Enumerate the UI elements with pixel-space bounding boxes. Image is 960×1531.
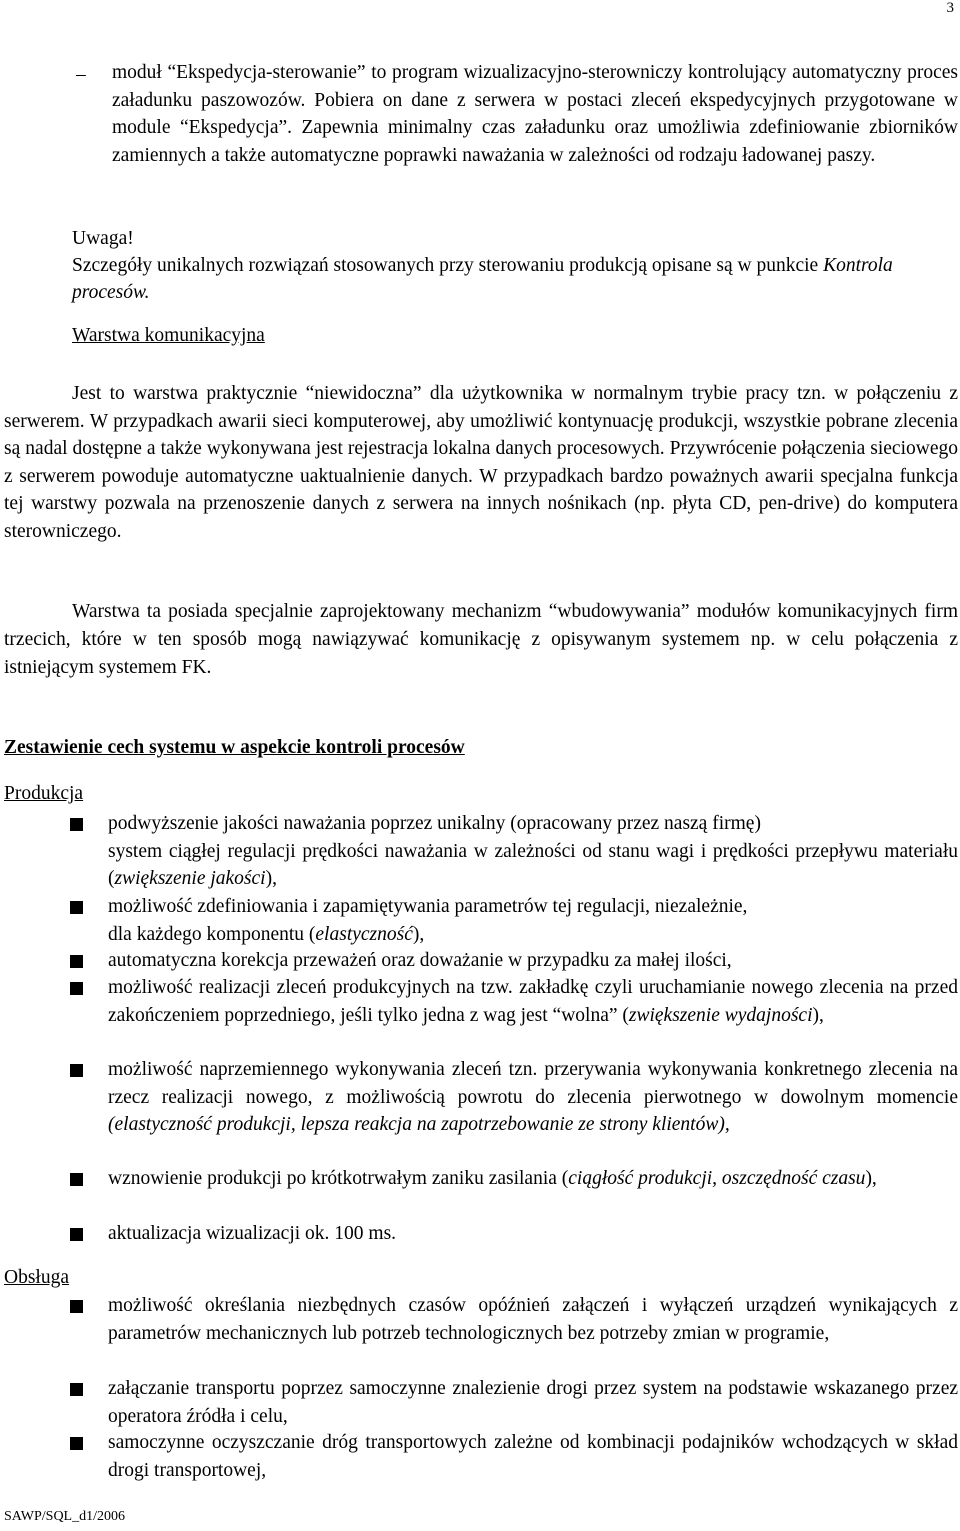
module-description: moduł “Ekspedycja-sterowanie” to program wizualizacyjno-sterowniczy kontrolujący automatyczny proces załadunku paszowozów. Pobiera on dane z serwera w postaci zleceń ekspedycyjnych przygotowane w module “Ekspedycja”. Zapewnia minimalny czas załadunku oraz umożliwia zdefiniowanie zbiorników zamiennych a także automatyczne poprawki naważania w zależności od rodzaju ładowanej paszy.	[112, 62, 958, 166]
production-item-2-line1: możliwość zdefiniowania i zapamiętywania parametrów tej regulacji, niezależnie,	[108, 896, 748, 917]
section-heading-comm-layer: Warstwa komunikacyjna	[72, 325, 265, 346]
operation-item-3: samoczynne oczyszczanie dróg transportowych zależne od kombinacji podajników wchodzących w skład drogi transportowej,	[108, 1432, 958, 1481]
bullet-square-icon	[70, 901, 83, 914]
bullet-square-icon	[70, 1064, 83, 1077]
operation-item-2: załączanie transportu poprzez samoczynne znalezienie drogi przez system na podstawie wskazanego przez operatora źródła i celu,	[108, 1378, 958, 1427]
note-link-italic: Kontrola procesów.	[72, 255, 893, 303]
section-heading-production: Produkcja	[4, 783, 84, 804]
footer-doc-id: SAWP/SQL_d1/2006	[4, 1509, 126, 1524]
production-item-1-line1: podwyższenie jakości naważania poprzez unikalny (opracowany przez naszą firmę)	[108, 813, 761, 834]
bullet-square-icon	[70, 1228, 83, 1241]
bullet-square-icon	[70, 1383, 83, 1396]
page-number: 3	[946, 0, 954, 16]
comm-paragraph-1: Jest to warstwa praktycznie “niewidoczna” dla użytkownika w normalnym trybie pracy tzn. w połączeniu z serwerem. W przypadkach awarii sieci komputerowej, aby umożliwić kontynuację produkcji, wszystkie pobrane zlecenia są nadal dostępne a także wykonywana jest rejestracja lokalna danych procesowych. Przywrócenie połączenia sieciowego z serwerem powoduje automatyczne uaktualnienie danych. W przypadkach bardzo poważnych awarii specjalna funkcja tej warstwy pozwala na przenoszenie danych z serwera na innych nośnikach (np. płyta CD, pen-drive) do komputera sterowniczego.	[4, 383, 958, 542]
operation-item-1: możliwość określania niezbędnych czasów opóźnień załączeń i wyłączeń urządzeń wynikających z parametrów mechanicznych lub potrzeb technologicznych bez potrzeby zmian w programie,	[108, 1295, 958, 1344]
production-item-5: możliwość naprzemiennego wykonywania zleceń tzn. przerywania wykonywania konkretnego zlecenia na rzecz realizacji nowego, z możliwością powrotu do zlecenia pierwotnego w dowolnym momencie (elastyczność produkcji, lepsza reakcja na zapotrzebowanie ze strony klientów),	[108, 1059, 958, 1135]
note-text: Szczegóły unikalnych rozwiązań stosowanych przy sterowaniu produkcją opisane są w punkcie Kontrola procesów.	[72, 255, 893, 303]
comm-paragraph-2: Warstwa ta posiada specjalnie zaprojektowany mechanizm “wbudowywania” modułów komunikacyjnych firm trzecich, które w ten sposób mogą nawiązywać komunikację z opisywanym systemem np. w celu połączenia z istniejącym systemem FK.	[4, 601, 958, 678]
production-item-7: aktualizacja wizualizacji ok. 100 ms.	[108, 1223, 397, 1244]
note-block	[72, 225, 954, 306]
production-item-3: automatyczna korekcja przeważeń oraz doważanie w przypadku za małej ilości,	[108, 950, 732, 971]
note-label: Uwaga!	[72, 228, 134, 249]
bullet-square-icon	[70, 818, 83, 831]
bullet-square-icon	[70, 1437, 83, 1450]
section-heading-operation: Obsługa	[4, 1267, 69, 1288]
summary-heading: Zestawienie cech systemu w aspekcie kontroli procesów	[4, 737, 465, 758]
bullet-square-icon	[70, 982, 83, 995]
production-item-2	[108, 893, 958, 948]
bullet-square-icon	[70, 955, 83, 968]
production-item-2-line2: dla każdego komponentu (elastyczność),	[108, 923, 425, 945]
bullet-square-icon	[70, 1300, 83, 1313]
production-item-4: możliwość realizacji zleceń produkcyjnych na tzw. zakładkę czyli uruchamianie nowego zlecenia na przed zakończeniem poprzedniego, jeśli tylko jedna z wag jest “wolna” (zwiększenie wydajności),	[108, 977, 958, 1026]
bullet-square-icon	[70, 1173, 83, 1186]
list-dash: –	[76, 64, 86, 85]
production-item-1	[108, 810, 958, 893]
production-item-6: wznowienie produkcji po krótkotrwałym zaniku zasilania (ciągłość produkcji, oszczędność czasu),	[108, 1168, 877, 1189]
production-item-1-rest: system ciągłej regulacji prędkości naważania w zależności od stanu wagi i prędkości przepływu materiału (zwiększenie jakości),	[108, 840, 958, 889]
